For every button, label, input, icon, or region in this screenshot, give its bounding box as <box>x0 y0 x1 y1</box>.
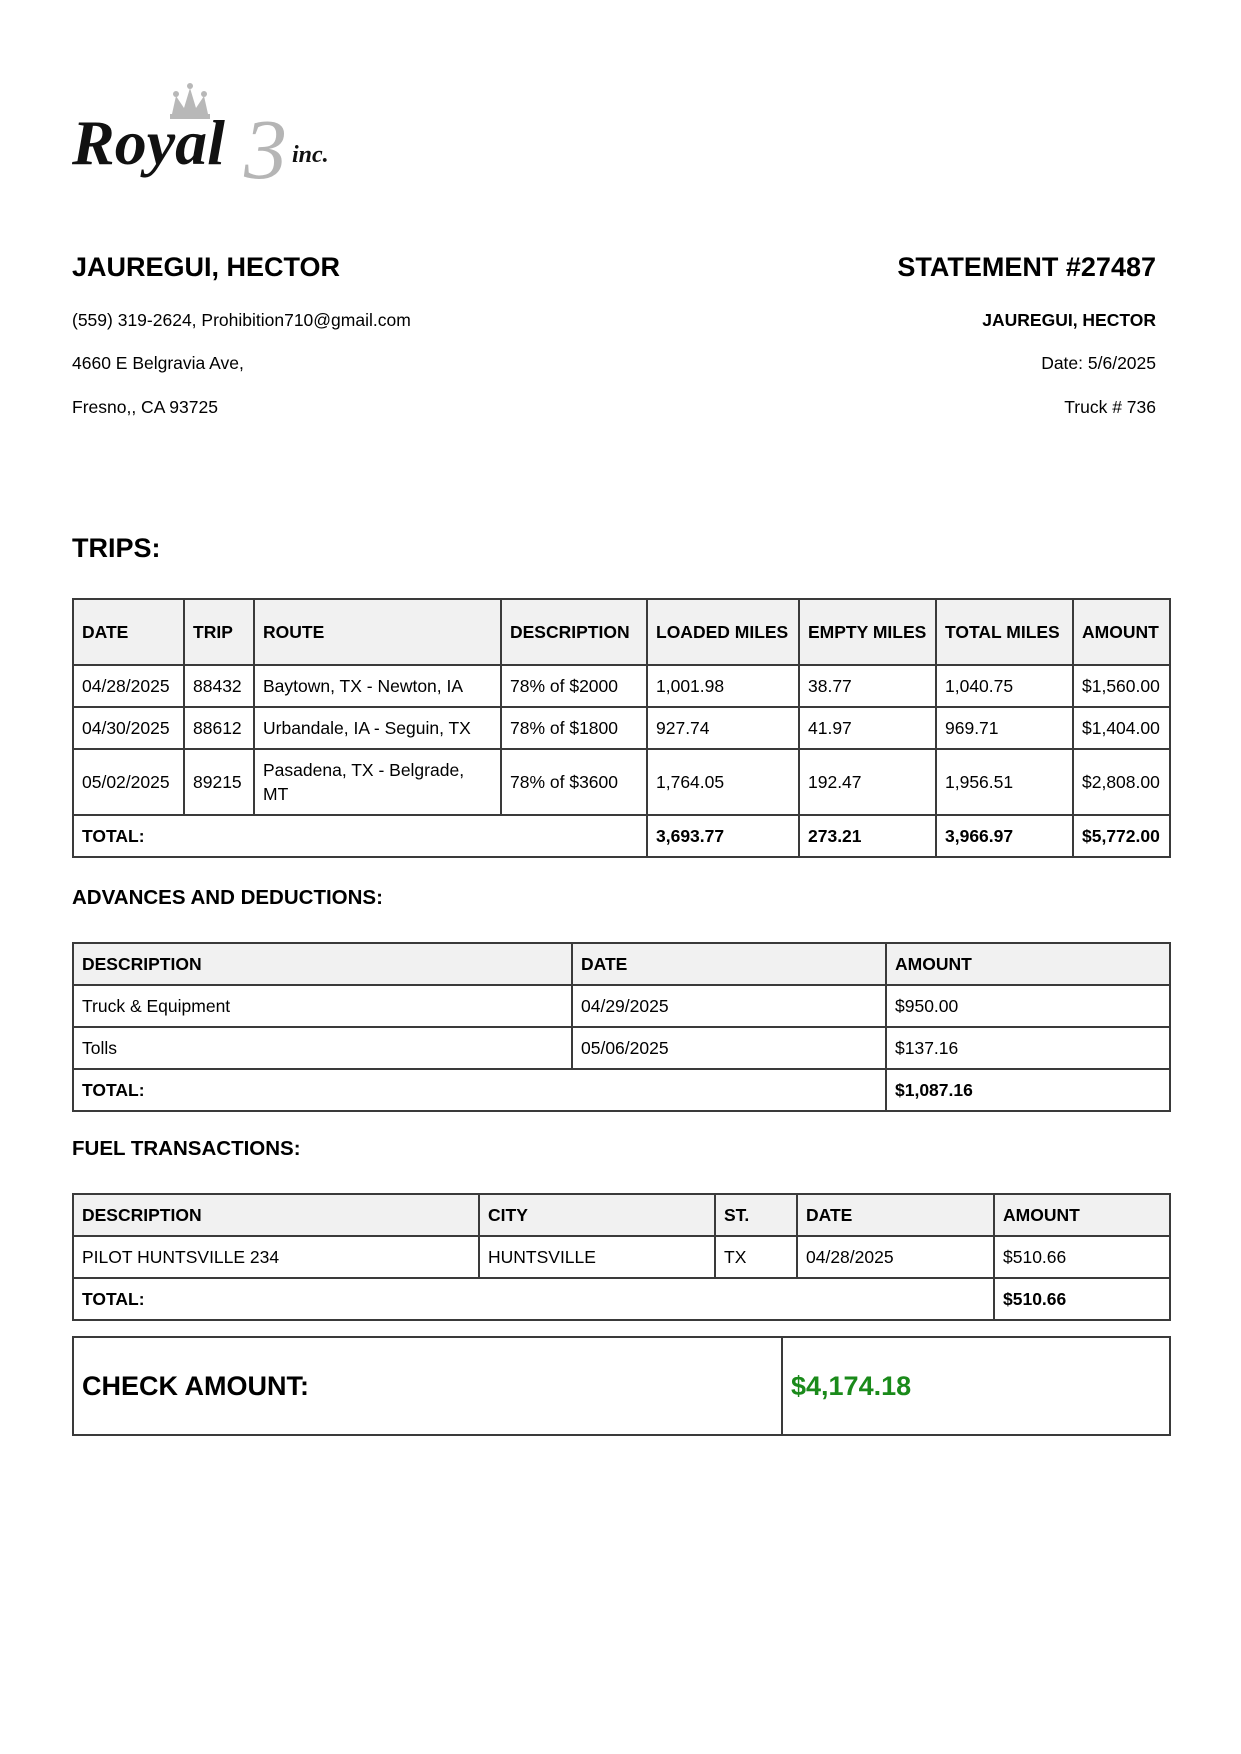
cell: 05/06/2025 <box>572 1027 886 1069</box>
cell: 927.74 <box>647 707 799 749</box>
cell: 05/02/2025 <box>73 749 184 815</box>
total-total-miles: 3,966.97 <box>936 815 1073 857</box>
cell: 1,764.05 <box>647 749 799 815</box>
cell: Baytown, TX - Newton, IA <box>254 665 501 707</box>
logo-royal-text: Royal <box>72 107 225 178</box>
fuel-total-row <box>73 1278 1170 1320</box>
cell: TX <box>715 1236 797 1278</box>
deductions-total-row <box>73 1069 1170 1111</box>
cell: $950.00 <box>886 985 1170 1027</box>
statement-date: Date: 5/6/2025 <box>1041 353 1156 373</box>
cell: 41.97 <box>799 707 936 749</box>
cell: 78% of $2000 <box>501 665 647 707</box>
cell: 88432 <box>184 665 254 707</box>
table-row <box>73 1027 1170 1069</box>
col-header: AMOUNT <box>886 943 1170 985</box>
trips-table <box>72 598 1171 858</box>
total-loaded-miles: 3,693.77 <box>647 815 799 857</box>
table-row <box>73 749 1170 815</box>
deductions-table <box>72 942 1171 1112</box>
total-amount: $5,772.00 <box>1073 815 1170 857</box>
cell: 1,040.75 <box>936 665 1073 707</box>
cell: 04/29/2025 <box>572 985 886 1027</box>
cell: $2,808.00 <box>1073 749 1170 815</box>
col-header: CITY <box>479 1194 715 1236</box>
table-row <box>73 665 1170 707</box>
logo-suffix: inc. <box>292 142 329 168</box>
statement-title: STATEMENT #27487 <box>897 252 1156 282</box>
fuel-title: FUEL TRANSACTIONS: <box>72 1137 301 1160</box>
total-label: TOTAL: <box>73 815 647 857</box>
cell: 89215 <box>184 749 254 815</box>
table-row <box>73 707 1170 749</box>
cell: $1,560.00 <box>1073 665 1170 707</box>
fuel-header-row <box>73 1194 1170 1236</box>
table-row <box>73 985 1170 1027</box>
cell: 88612 <box>184 707 254 749</box>
col-header: DESCRIPTION <box>73 943 572 985</box>
check-amount-value: $4,174.18 <box>782 1337 1170 1435</box>
cell: 78% of $3600 <box>501 749 647 815</box>
deductions-header-row <box>73 943 1170 985</box>
col-header: EMPTY MILES <box>799 599 936 665</box>
col-header: DATE <box>572 943 886 985</box>
total-empty-miles: 273.21 <box>799 815 936 857</box>
fuel-table <box>72 1193 1171 1321</box>
col-header: ST. <box>715 1194 797 1236</box>
driver-address-line2: Fresno,, CA 93725 <box>72 397 218 417</box>
cell: Truck & Equipment <box>73 985 572 1027</box>
truck-number: Truck # 736 <box>1064 397 1156 417</box>
col-header: AMOUNT <box>994 1194 1170 1236</box>
cell: 04/28/2025 <box>797 1236 994 1278</box>
cell: $137.16 <box>886 1027 1170 1069</box>
deductions-total-amount: $1,087.16 <box>886 1069 1170 1111</box>
cell: 1,956.51 <box>936 749 1073 815</box>
cell: 38.77 <box>799 665 936 707</box>
cell: Pasadena, TX - Belgrade, MT <box>254 749 501 815</box>
cell: 04/28/2025 <box>73 665 184 707</box>
fuel-total-amount: $510.66 <box>994 1278 1170 1320</box>
cell: 78% of $1800 <box>501 707 647 749</box>
col-header: TRIP <box>184 599 254 665</box>
statement-driver-name: JAUREGUI, HECTOR <box>982 310 1156 330</box>
driver-contact: (559) 319-2624, Prohibition710@gmail.com <box>72 310 411 330</box>
col-header: TOTAL MILES <box>936 599 1073 665</box>
cell: $1,404.00 <box>1073 707 1170 749</box>
col-header: DATE <box>797 1194 994 1236</box>
cell: Urbandale, IA - Seguin, TX <box>254 707 501 749</box>
driver-address-line1: 4660 E Belgravia Ave, <box>72 353 244 373</box>
cell: HUNTSVILLE <box>479 1236 715 1278</box>
col-header: DESCRIPTION <box>501 599 647 665</box>
cell: Tolls <box>73 1027 572 1069</box>
table-row <box>73 1236 1170 1278</box>
check-amount-box <box>72 1336 1171 1436</box>
trips-total-row <box>73 815 1170 857</box>
cell: 969.71 <box>936 707 1073 749</box>
col-header: DESCRIPTION <box>73 1194 479 1236</box>
cell: 192.47 <box>799 749 936 815</box>
cell: 1,001.98 <box>647 665 799 707</box>
trips-header-row <box>73 599 1170 665</box>
total-label: TOTAL: <box>73 1069 886 1111</box>
cell: PILOT HUNTSVILLE 234 <box>73 1236 479 1278</box>
driver-name: JAUREGUI, HECTOR <box>72 252 341 282</box>
check-amount-label: CHECK AMOUNT: <box>73 1337 782 1435</box>
company-logo <box>72 74 392 194</box>
cell: $510.66 <box>994 1236 1170 1278</box>
col-header: LOADED MILES <box>647 599 799 665</box>
trips-title: TRIPS: <box>72 533 161 563</box>
col-header: ROUTE <box>254 599 501 665</box>
deductions-title: ADVANCES AND DEDUCTIONS: <box>72 886 383 909</box>
total-label: TOTAL: <box>73 1278 994 1320</box>
col-header: AMOUNT <box>1073 599 1170 665</box>
cell: 04/30/2025 <box>73 707 184 749</box>
logo-numeral: 3 <box>244 101 287 194</box>
col-header: DATE <box>73 599 184 665</box>
